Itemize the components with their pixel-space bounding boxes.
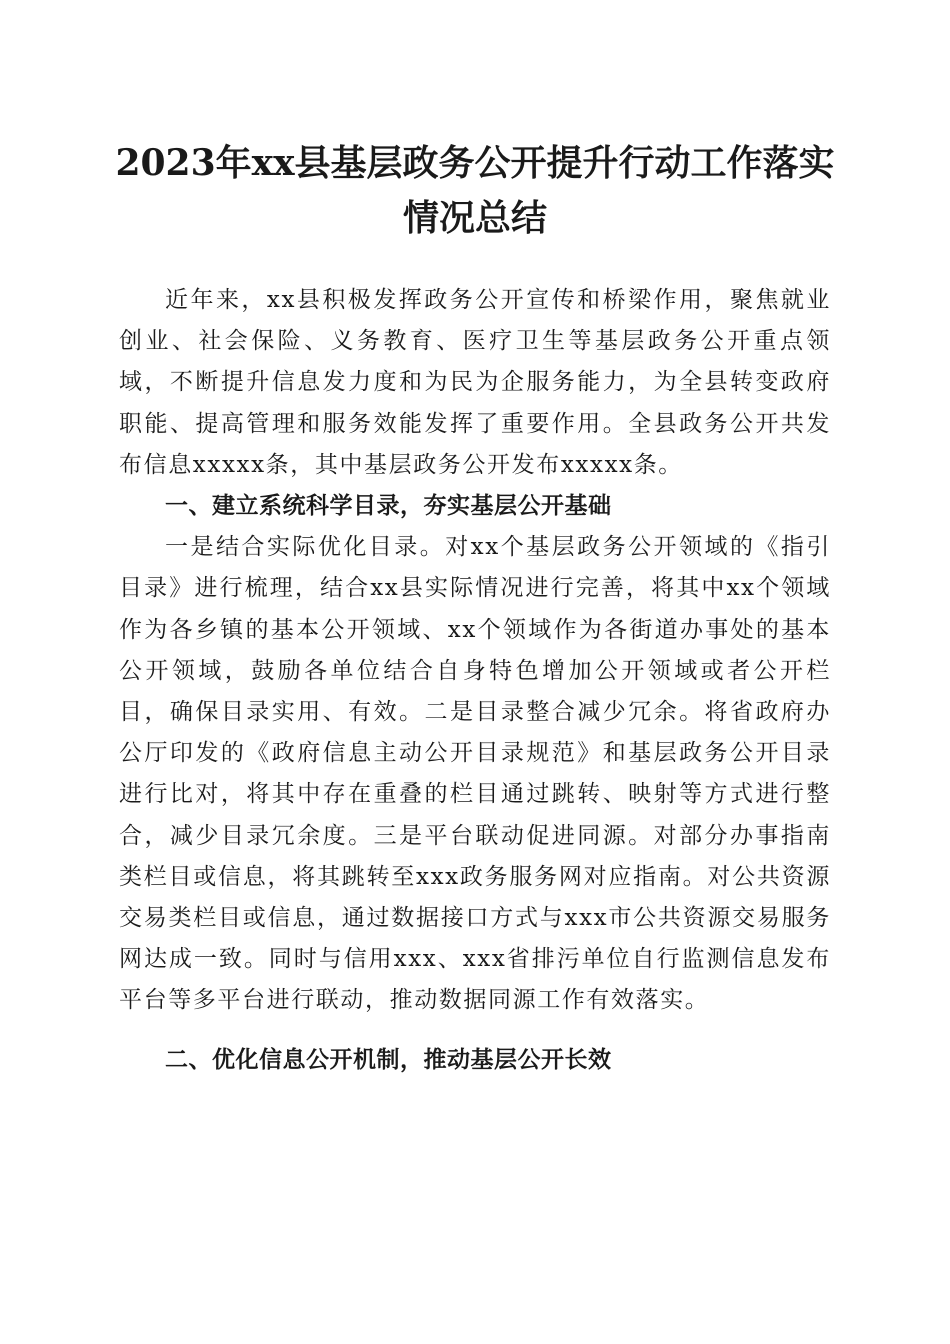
intro-paragraph: 近年来，xx县积极发挥政务公开宣传和桥梁作用，聚焦就业创业、社会保险、义务教育、医疗卫生等基层政务公开重点领域，不断提升信息发力度和为民为企服务能力，为全县转变政府职能、提高管理和服务效能发挥了重要作用。全县政务公开共发布信息xxxxx条，其中基层政务公开发布xxxxx条。 xyxy=(119,287,831,478)
section-1-paragraph: 一是结合实际优化目录。对xx个基层政务公开领域的《指引目录》进行梳理，结合xx县实际情况进行完善，将其中xx个领域作为各乡镇的基本公开领域、xx个领域作为各街道办事处的基本公开领域，鼓励各单位结合自身特色增加公开领域或者公开栏目，确保目录实用、有效。二是目录整合减少冗余。将省政府办公厅印发的《政府信息主动公开目录规范》和基层政务公开目录进行比对，将其中存在重叠的栏目通过跳转、映射等方式进行整合，减少目录冗余度。三是平台联动促进同源。对部分办事指南类栏目或信息，将其跳转至xxx政务服务网对应指南。对公共资源交易类栏目或信息，通过数据接口方式与xxx市公共资源交易服务网达成一致。同时与信用xxx、xxx省排污单位自行监测信息发布平台等多平台进行联动，推动数据同源工作有效落实。 xyxy=(119,534,831,1014)
document-title xyxy=(110,136,840,246)
title-line-1: 2023年xx县基层政务公开提升行动工作落实 xyxy=(115,142,835,184)
section-2-heading: 二、优化信息公开机制，推动基层公开长效 xyxy=(165,1046,612,1073)
section-1-heading: 一、建立系统科学目录，夯实基层公开基础 xyxy=(165,493,612,520)
document-body xyxy=(119,280,831,1081)
title-line-2: 情况总结 xyxy=(402,197,547,239)
